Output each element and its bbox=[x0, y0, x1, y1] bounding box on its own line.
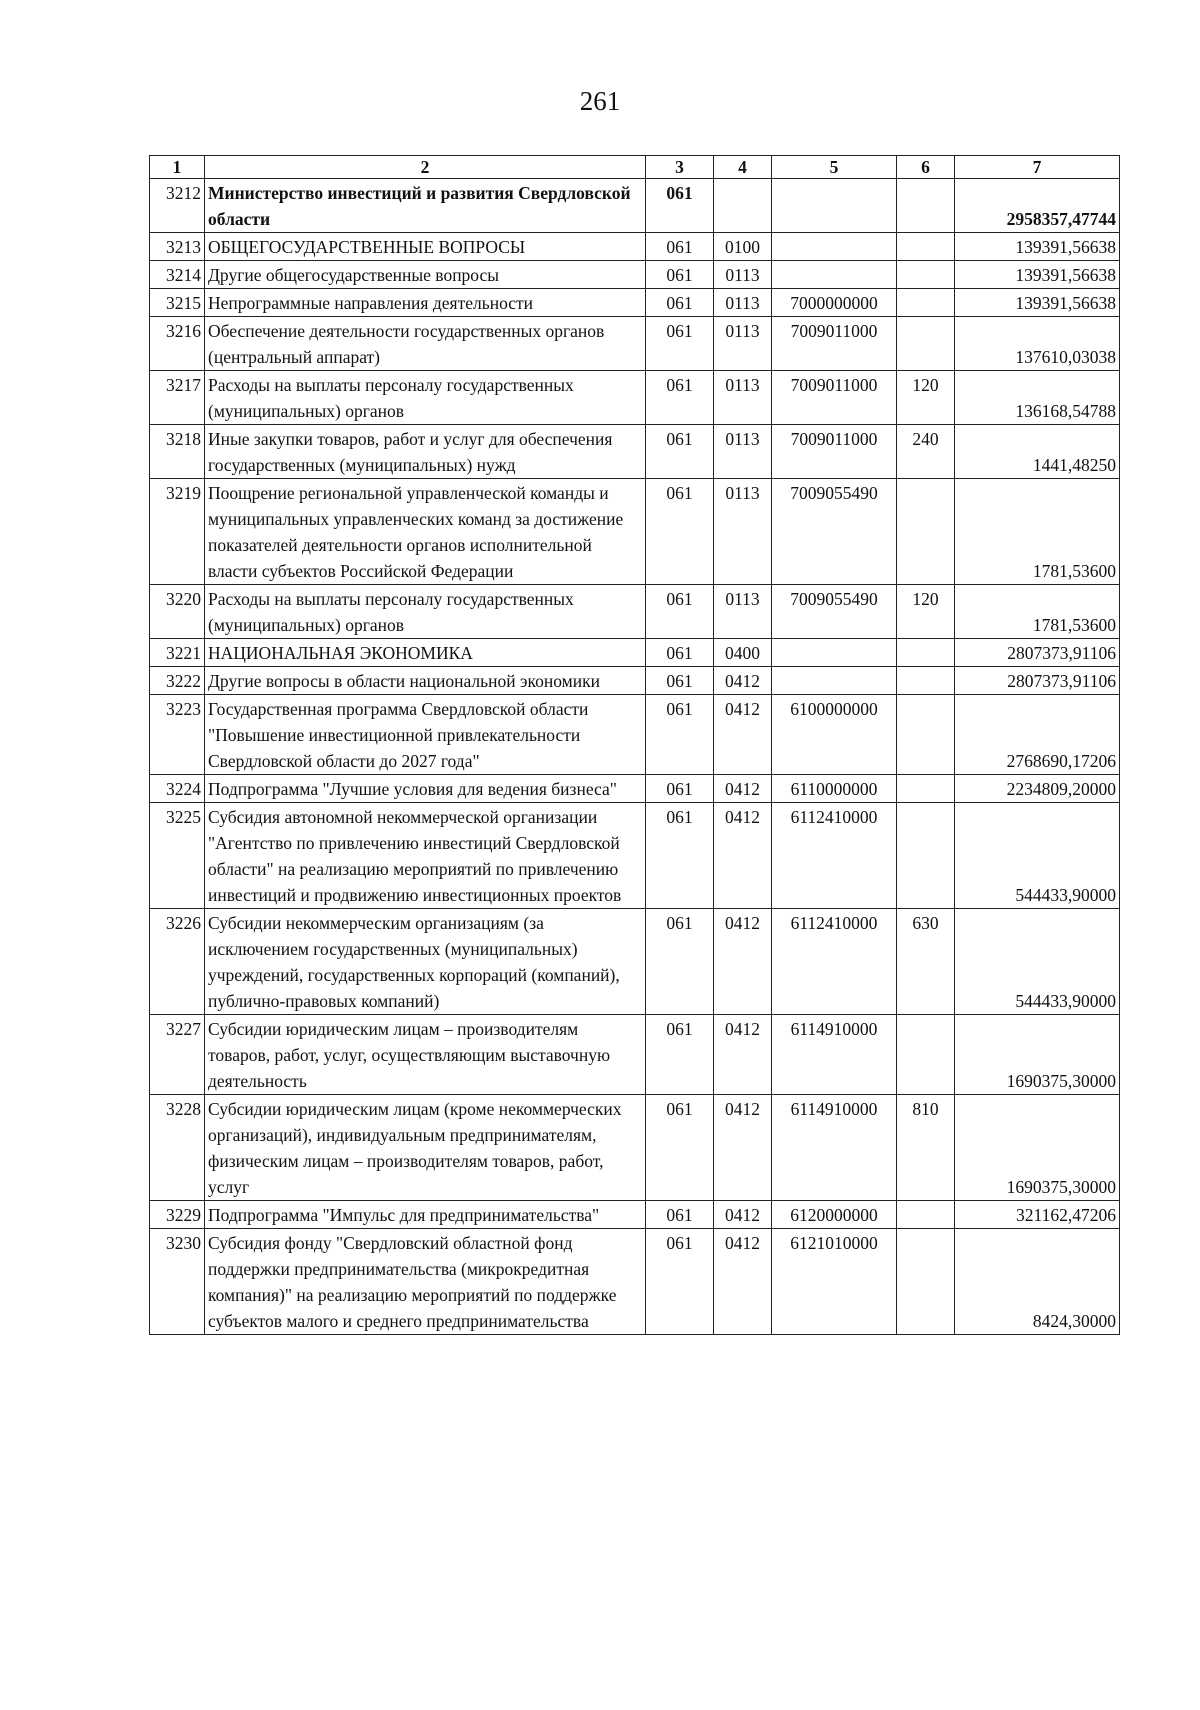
section-code-cell: 0412 bbox=[714, 1229, 772, 1335]
budget-table bbox=[149, 155, 1120, 1335]
amount-cell: 1781,53600 bbox=[955, 585, 1120, 639]
expense-type-cell: 120 bbox=[897, 371, 955, 425]
target-code-cell: 6121010000 bbox=[772, 1229, 897, 1335]
row-number-cell: 3222 bbox=[150, 667, 205, 695]
table-row bbox=[150, 909, 1120, 1015]
table-row bbox=[150, 1015, 1120, 1095]
section-code-cell: 0113 bbox=[714, 289, 772, 317]
amount-cell: 2958357,47744 bbox=[955, 179, 1120, 233]
item-name-cell: ОБЩЕГОСУДАРСТВЕННЫЕ ВОПРОСЫ bbox=[205, 233, 646, 261]
row-number-cell: 3227 bbox=[150, 1015, 205, 1095]
row-number-cell: 3228 bbox=[150, 1095, 205, 1201]
item-name-cell: Непрограммные направления деятельности bbox=[205, 289, 646, 317]
expense-type-cell bbox=[897, 639, 955, 667]
table-row bbox=[150, 179, 1120, 233]
target-code-cell: 7009055490 bbox=[772, 585, 897, 639]
ministry-code-cell: 061 bbox=[646, 317, 714, 371]
section-code-cell: 0412 bbox=[714, 909, 772, 1015]
ministry-code-cell: 061 bbox=[646, 261, 714, 289]
item-name-cell: Государственная программа Свердловской области "Повышение инвестиционной привлекательности Свердловской области до 2027 года" bbox=[205, 695, 646, 775]
expense-type-cell: 120 bbox=[897, 585, 955, 639]
amount-cell: 139391,56638 bbox=[955, 233, 1120, 261]
target-code-cell bbox=[772, 233, 897, 261]
ministry-code-cell: 061 bbox=[646, 803, 714, 909]
table-body bbox=[150, 179, 1120, 1335]
row-number-cell: 3219 bbox=[150, 479, 205, 585]
amount-cell: 136168,54788 bbox=[955, 371, 1120, 425]
target-code-cell bbox=[772, 639, 897, 667]
expense-type-cell bbox=[897, 1229, 955, 1335]
amount-cell: 2807373,91106 bbox=[955, 667, 1120, 695]
section-code-cell: 0412 bbox=[714, 667, 772, 695]
target-code-cell: 6100000000 bbox=[772, 695, 897, 775]
row-number-cell: 3218 bbox=[150, 425, 205, 479]
target-code-cell: 6112410000 bbox=[772, 803, 897, 909]
table-row bbox=[150, 1229, 1120, 1335]
amount-cell: 139391,56638 bbox=[955, 261, 1120, 289]
table-row bbox=[150, 585, 1120, 639]
ministry-code-cell: 061 bbox=[646, 695, 714, 775]
ministry-code-cell: 061 bbox=[646, 639, 714, 667]
column-header: 4 bbox=[714, 156, 772, 179]
column-header: 7 bbox=[955, 156, 1120, 179]
item-name-cell: Подпрограмма "Импульс для предпринимательства" bbox=[205, 1201, 646, 1229]
item-name-cell: НАЦИОНАЛЬНАЯ ЭКОНОМИКА bbox=[205, 639, 646, 667]
item-name-cell: Поощрение региональной управленческой команды и муниципальных управленческих команд за достижение показателей деятельности органов исполнительной власти субъектов Российской Федерации bbox=[205, 479, 646, 585]
target-code-cell: 6110000000 bbox=[772, 775, 897, 803]
table-row bbox=[150, 695, 1120, 775]
row-number-cell: 3223 bbox=[150, 695, 205, 775]
target-code-cell: 6114910000 bbox=[772, 1095, 897, 1201]
ministry-code-cell: 061 bbox=[646, 667, 714, 695]
section-code-cell: 0113 bbox=[714, 479, 772, 585]
section-code-cell: 0113 bbox=[714, 371, 772, 425]
item-name-cell: Другие общегосударственные вопросы bbox=[205, 261, 646, 289]
row-number-cell: 3226 bbox=[150, 909, 205, 1015]
amount-cell: 1690375,30000 bbox=[955, 1095, 1120, 1201]
target-code-cell: 6114910000 bbox=[772, 1015, 897, 1095]
amount-cell: 2768690,17206 bbox=[955, 695, 1120, 775]
section-code-cell: 0113 bbox=[714, 585, 772, 639]
amount-cell: 1441,48250 bbox=[955, 425, 1120, 479]
amount-cell: 1781,53600 bbox=[955, 479, 1120, 585]
section-code-cell: 0100 bbox=[714, 233, 772, 261]
target-code-cell bbox=[772, 667, 897, 695]
table-row bbox=[150, 639, 1120, 667]
row-number-cell: 3221 bbox=[150, 639, 205, 667]
target-code-cell: 6120000000 bbox=[772, 1201, 897, 1229]
amount-cell: 321162,47206 bbox=[955, 1201, 1120, 1229]
item-name-cell: Расходы на выплаты персоналу государственных (муниципальных) органов bbox=[205, 371, 646, 425]
target-code-cell: 7009011000 bbox=[772, 425, 897, 479]
row-number-cell: 3214 bbox=[150, 261, 205, 289]
ministry-code-cell: 061 bbox=[646, 1201, 714, 1229]
column-header: 5 bbox=[772, 156, 897, 179]
section-code-cell: 0113 bbox=[714, 317, 772, 371]
item-name-cell: Иные закупки товаров, работ и услуг для обеспечения государственных (муниципальных) нужд bbox=[205, 425, 646, 479]
item-name-cell: Субсидия автономной некоммерческой организации "Агентство по привлечению инвестиций Свердловской области" на реализацию мероприятий по привлечению инвестиций и продвижению инвестиционных проектов bbox=[205, 803, 646, 909]
expense-type-cell: 630 bbox=[897, 909, 955, 1015]
section-code-cell: 0113 bbox=[714, 261, 772, 289]
section-code-cell: 0412 bbox=[714, 775, 772, 803]
amount-cell: 544433,90000 bbox=[955, 909, 1120, 1015]
item-name-cell: Подпрограмма "Лучшие условия для ведения бизнеса" bbox=[205, 775, 646, 803]
ministry-code-cell: 061 bbox=[646, 179, 714, 233]
row-number-cell: 3224 bbox=[150, 775, 205, 803]
target-code-cell bbox=[772, 179, 897, 233]
amount-cell: 139391,56638 bbox=[955, 289, 1120, 317]
item-name-cell: Субсидии юридическим лицам (кроме некоммерческих организаций), индивидуальным предпринимателям, физическим лицам – производителям товаров, работ, услуг bbox=[205, 1095, 646, 1201]
row-number-cell: 3230 bbox=[150, 1229, 205, 1335]
ministry-code-cell: 061 bbox=[646, 585, 714, 639]
ministry-code-cell: 061 bbox=[646, 1015, 714, 1095]
table-row bbox=[150, 1201, 1120, 1229]
table-header-row bbox=[150, 156, 1120, 179]
ministry-code-cell: 061 bbox=[646, 909, 714, 1015]
section-code-cell: 0412 bbox=[714, 803, 772, 909]
table-row bbox=[150, 371, 1120, 425]
expense-type-cell bbox=[897, 803, 955, 909]
item-name-cell: Субсидии юридическим лицам – производителям товаров, работ, услуг, осуществляющим выставочную деятельность bbox=[205, 1015, 646, 1095]
expense-type-cell bbox=[897, 1201, 955, 1229]
expense-type-cell bbox=[897, 261, 955, 289]
page-number: 261 bbox=[579, 86, 621, 116]
item-name-cell: Обеспечение деятельности государственных органов (центральный аппарат) bbox=[205, 317, 646, 371]
target-code-cell: 7009011000 bbox=[772, 317, 897, 371]
table-row bbox=[150, 289, 1120, 317]
row-number-cell: 3215 bbox=[150, 289, 205, 317]
expense-type-cell bbox=[897, 179, 955, 233]
row-number-cell: 3217 bbox=[150, 371, 205, 425]
section-code-cell: 0412 bbox=[714, 1201, 772, 1229]
row-number-cell: 3220 bbox=[150, 585, 205, 639]
expense-type-cell bbox=[897, 233, 955, 261]
table-row bbox=[150, 261, 1120, 289]
section-code-cell: 0400 bbox=[714, 639, 772, 667]
row-number-cell: 3229 bbox=[150, 1201, 205, 1229]
ministry-code-cell: 061 bbox=[646, 425, 714, 479]
expense-type-cell bbox=[897, 479, 955, 585]
row-number-cell: 3212 bbox=[150, 179, 205, 233]
column-header: 1 bbox=[150, 156, 205, 179]
ministry-code-cell: 061 bbox=[646, 1229, 714, 1335]
section-code-cell: 0412 bbox=[714, 695, 772, 775]
amount-cell: 1690375,30000 bbox=[955, 1015, 1120, 1095]
item-name-cell: Субсидии некоммерческим организациям (за исключением государственных (муниципальных) учреждений, государственных корпораций (компаний), публично-правовых компаний) bbox=[205, 909, 646, 1015]
section-code-cell: 0113 bbox=[714, 425, 772, 479]
expense-type-cell bbox=[897, 1015, 955, 1095]
expense-type-cell bbox=[897, 775, 955, 803]
amount-cell: 137610,03038 bbox=[955, 317, 1120, 371]
ministry-code-cell: 061 bbox=[646, 371, 714, 425]
amount-cell: 544433,90000 bbox=[955, 803, 1120, 909]
expense-type-cell bbox=[897, 667, 955, 695]
ministry-code-cell: 061 bbox=[646, 1095, 714, 1201]
item-name-cell: Другие вопросы в области национальной экономики bbox=[205, 667, 646, 695]
row-number-cell: 3216 bbox=[150, 317, 205, 371]
column-header: 3 bbox=[646, 156, 714, 179]
amount-cell: 8424,30000 bbox=[955, 1229, 1120, 1335]
row-number-cell: 3213 bbox=[150, 233, 205, 261]
table-row bbox=[150, 233, 1120, 261]
table-row bbox=[150, 775, 1120, 803]
row-number-cell: 3225 bbox=[150, 803, 205, 909]
table-row bbox=[150, 1095, 1120, 1201]
ministry-code-cell: 061 bbox=[646, 233, 714, 261]
item-name-cell: Министерство инвестиций и развития Свердловской области bbox=[205, 179, 646, 233]
table-row bbox=[150, 425, 1120, 479]
amount-cell: 2807373,91106 bbox=[955, 639, 1120, 667]
table-row bbox=[150, 479, 1120, 585]
target-code-cell: 7000000000 bbox=[772, 289, 897, 317]
table-row bbox=[150, 667, 1120, 695]
target-code-cell bbox=[772, 261, 897, 289]
amount-cell: 2234809,20000 bbox=[955, 775, 1120, 803]
expense-type-cell bbox=[897, 695, 955, 775]
item-name-cell: Субсидия фонду "Свердловский областной фонд поддержки предпринимательства (микрокредитная компания)" на реализацию мероприятий по поддержке субъектов малого и среднего предпринимательства bbox=[205, 1229, 646, 1335]
expense-type-cell bbox=[897, 289, 955, 317]
expense-type-cell: 810 bbox=[897, 1095, 955, 1201]
section-code-cell: 0412 bbox=[714, 1015, 772, 1095]
section-code-cell bbox=[714, 179, 772, 233]
ministry-code-cell: 061 bbox=[646, 775, 714, 803]
target-code-cell: 7009011000 bbox=[772, 371, 897, 425]
expense-type-cell bbox=[897, 317, 955, 371]
item-name-cell: Расходы на выплаты персоналу государственных (муниципальных) органов bbox=[205, 585, 646, 639]
table-row bbox=[150, 317, 1120, 371]
table-row bbox=[150, 803, 1120, 909]
target-code-cell: 7009055490 bbox=[772, 479, 897, 585]
ministry-code-cell: 061 bbox=[646, 289, 714, 317]
column-header: 2 bbox=[205, 156, 646, 179]
section-code-cell: 0412 bbox=[714, 1095, 772, 1201]
expense-type-cell: 240 bbox=[897, 425, 955, 479]
column-header: 6 bbox=[897, 156, 955, 179]
target-code-cell: 6112410000 bbox=[772, 909, 897, 1015]
ministry-code-cell: 061 bbox=[646, 479, 714, 585]
